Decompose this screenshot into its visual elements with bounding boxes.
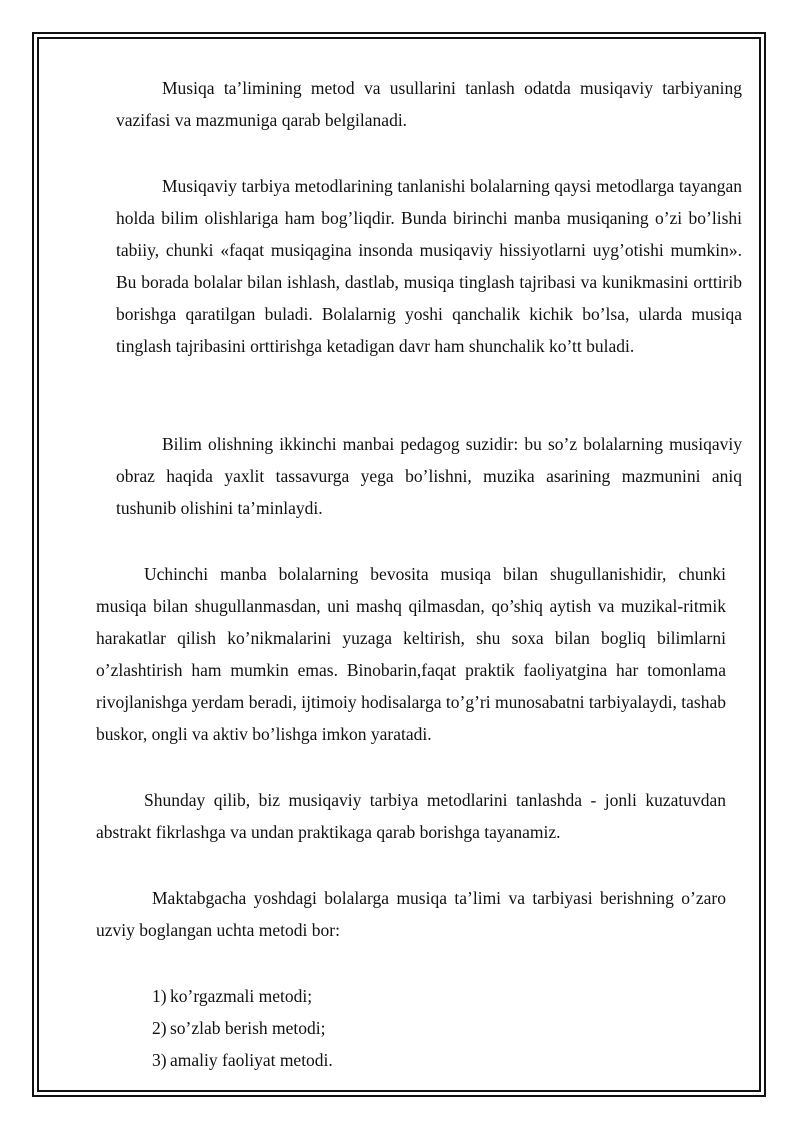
paragraph-1: Musiqa ta’limining metod va usullarini tanlash odatda musiqaviy tarbiyaning vazifasi va mazmuniga qarab belgilanadi. bbox=[116, 78, 742, 130]
list-item-number: 2) bbox=[152, 1018, 167, 1038]
list-item-number: 1) bbox=[152, 986, 167, 1006]
list-item-text: ko’rgazmali metodi; bbox=[170, 986, 313, 1006]
list-item bbox=[152, 1044, 333, 1076]
list-item-text: amaliy faoliyat metodi. bbox=[170, 1050, 333, 1070]
methods-list bbox=[152, 980, 333, 1076]
list-item-text: so’zlab berish metodi; bbox=[170, 1018, 326, 1038]
list-item bbox=[152, 980, 333, 1012]
list-item bbox=[152, 1012, 333, 1044]
paragraph-2: Musiqaviy tarbiya metodlarining tanlanishi bolalarning qaysi metodlarga tayangan holda bilim olishlariga ham bog’liqdir. Bunda birinchi manba musiqaning o’zi bo’lishi tabiiy, chunki «faqat musiqagina insonda musiqaviy hissiyotlarni uyg’otishi mumkin». Bu borada bolalar bilan ishlash, dastlab, musiqa tinglash tajribasi va kunikmasini orttirib borishga qaratilgan buladi. Bolalarnig yoshi qanchalik kichik bo’lsa, ularda musiqa tinglash tajribasini orttirishga ketadigan davr ham shunchalik ko’tt buladi. bbox=[116, 176, 742, 356]
paragraph-5: Shunday qilib, biz musiqaviy tarbiya metodlarini tanlashda - jonli kuzatuvdan abstrakt fikrlashga va undan praktikaga qarab borishga tayanamiz. bbox=[96, 790, 726, 842]
paragraph-6: Maktabgacha yoshdagi bolalarga musiqa ta’limi va tarbiyasi berishning o’zaro uzviy boglangan uchta metodi bor: bbox=[96, 888, 726, 940]
paragraph-4: Uchinchi manba bolalarning bevosita musiqa bilan shugullanishidir, chunki musiqa bilan shugullanmasdan, uni mashq qilmasdan, qo’shiq aytish va muzikal-ritmik harakatlar qilish ko’nikmalarini yuzaga keltirish, shu soxa bilan bogliq bilimlarni o’zlashtirish ham mumkin emas. Binobarin,faqat praktik faoliyatgina har tomonlama rivojlanishga yerdam beradi, ijtimoiy hodisalarga to’g’ri munosabatni tarbiyalaydi, tashab buskor, ongli va aktiv bo’lishga imkon yaratadi. bbox=[96, 564, 726, 744]
list-item-number: 3) bbox=[152, 1050, 167, 1070]
paragraph-3: Bilim olishning ikkinchi manbai pedagog suzidir: bu so’z bolalarning musiqaviy obraz haqida yaxlit tassavurga yega bo’lishni, muzika asarining mazmunini aniq tushunib olishini ta’minlaydi. bbox=[116, 434, 742, 518]
